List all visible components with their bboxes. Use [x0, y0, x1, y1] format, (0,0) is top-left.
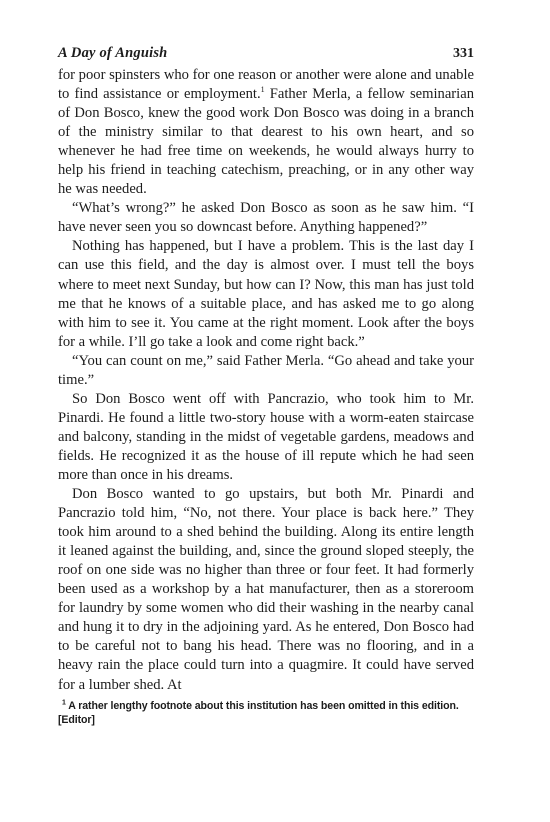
paragraph-text: for poor spinsters who for one reason or another were alone and unable to find assistance or employment.	[58, 67, 474, 103]
footnote-text: A rather lengthy footnote about this institution has been omitted in this edition. [Editor]	[58, 699, 459, 726]
footnote-mark: 1	[62, 699, 66, 707]
footnote-reference: 1	[260, 85, 265, 95]
running-title: A Day of Anguish	[58, 45, 168, 61]
paragraph: So Don Bosco went off with Pancrazio, who took him to Mr. Pinardi. He found a little two-story house with a worm-eaten staircase and balcony, standing in the midst of vegetable gardens, meadows and fields. He recognized it as the house of ill repute which he had seen more than once in his dreams.	[58, 390, 474, 483]
paragraph: “You can count on me,” said Father Merla. “Go ahead and take your time.”	[58, 352, 474, 388]
paragraph-text: Father Merla, a fellow seminarian of Don Bosco, knew the good work Don Bosco was doing in a branch of the ministry similar to that dearest to his own heart, and so whenever he had free time on weekends, he would always hurry to help his friend in teaching catechism, preaching, or in any other way he was needed.	[58, 86, 474, 198]
book-page	[58, 44, 474, 727]
paragraph: “What’s wrong?” he asked Don Bosco as soon as he saw him. “I have never seen you so downcast before. Anything happened?”	[58, 200, 474, 236]
paragraph: Don Bosco wanted to go upstairs, but both Mr. Pinardi and Pancrazio told him, “No, not there. Your place is back here.” They took him around to a shed behind the building. Along its entire length it leaned against the building, and, since the ground sloped steeply, the roof on one side was no higher than three or four feet. It had formerly been used as a workshop by a hat manufacturer, then as a storeroom for laundry by some women who did their washing in the nearby canal and hung it to dry in the adjoining yard. As he entered, Don Bosco had to be careful not to bang his head. There was no flooring, and in a heavy rain the place could turn into a quagmire. It could have served for a lumber shed. At	[58, 486, 474, 693]
body-text	[58, 66, 474, 695]
page-number: 331	[453, 46, 474, 61]
footnote	[58, 699, 474, 727]
paragraph: Nothing has happened, but I have a problem. This is the last day I can use this field, and the day is almost over. I must tell the boys where to meet next Sunday, but how can I? Now, this man has just told me that he knows of a suitable place, and has asked me to go along with him to see it. You came at the right moment. Look after the boys for a while. I’ll go take a look and come right back.”	[58, 238, 474, 350]
paragraph-continued	[58, 66, 474, 199]
running-head	[58, 44, 474, 66]
